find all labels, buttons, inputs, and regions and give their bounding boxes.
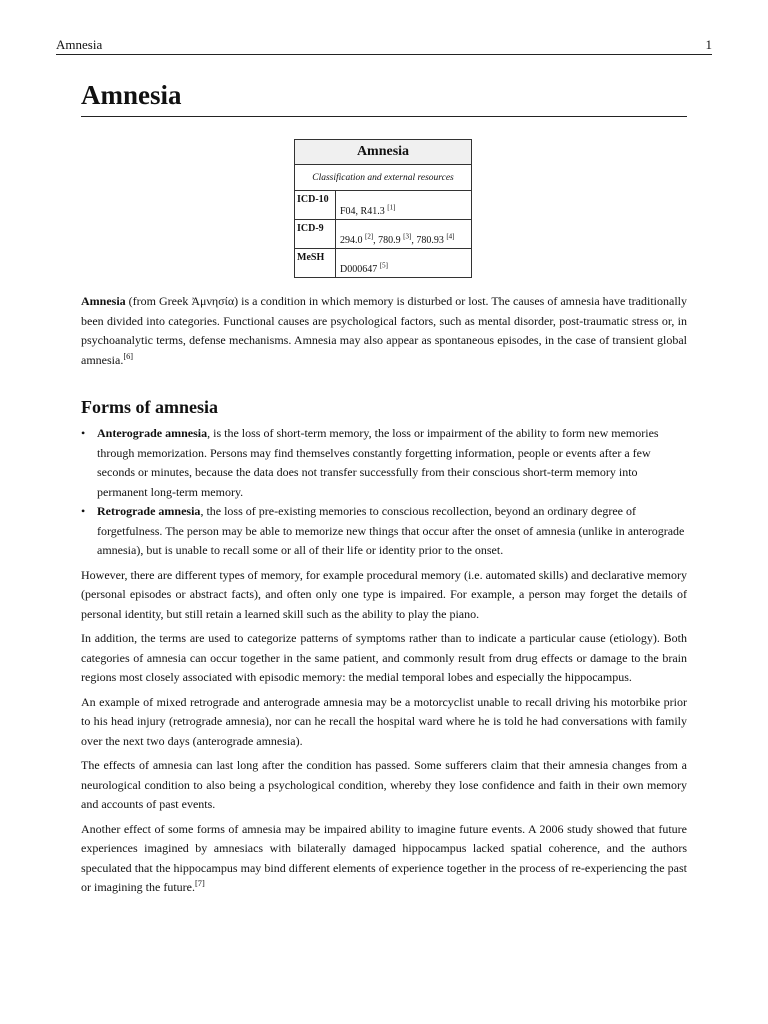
section-heading-forms: Forms of amnesia [81, 397, 218, 417]
infobox-subtitle: Classification and external resources [295, 165, 472, 191]
paragraph: The effects of amnesia can last long after the condition has passed. Some sufferers claim that their amnesia changes from a neurological condition to also being a psychological condition, whereby they lose confidence and faith in their own memory and accounts of past events. [81, 758, 687, 811]
list-item-text: , is the loss of short-term memory, the loss or impairment of the ability to form new memories through memorization. Persons may find themselves constantly forgetting information, people or events after a few seconds or minutes, because the data does not transfer successfully from their conscious short-term memory into permanent long-term memory. [97, 426, 659, 499]
citation-ref[interactable]: [5] [379, 261, 388, 270]
intro-paragraph [81, 292, 687, 370]
article-content [81, 78, 687, 898]
citation-ref[interactable]: [6] [123, 351, 134, 361]
intro-term: Amnesia [81, 294, 126, 308]
intro-text: (from Greek Ἀμνησία) is a condition in which memory is disturbed or lost. The causes of amnesia have traditionally been divided into categories. Functional causes are psychological factors, such as mental disorder, post-traumatic stress or, in psychoanalytic terms, defense mechanisms. Amnesia may also appear as spontaneous episodes, in the case of transient global amnesia. [81, 294, 687, 367]
infobox-key: MeSH [295, 249, 336, 278]
infobox-row-icd9 [295, 220, 472, 249]
list-item [81, 424, 687, 502]
article-title: Amnesia [81, 78, 687, 117]
list-item-term: Retrograde amnesia [97, 504, 201, 518]
list-item [81, 502, 687, 561]
icd9-code[interactable]: 294.0 [340, 235, 363, 246]
infobox-key: ICD-9 [295, 220, 336, 249]
paragraph: However, there are different types of memory, for example procedural memory (i.e. automated skills) and declarative memory (personal episodes or abstract facts), and often only one type is impaired. For example, a person may forget the details of personal identity, but still retain a learned skill such as the ability to play the piano. [81, 567, 687, 621]
paragraph [81, 820, 687, 898]
icd10-code[interactable]: F04, R41.3 [340, 206, 385, 217]
paragraph-text: Another effect of some forms of amnesia may be impaired ability to imagine future events. A 2006 study showed that future experiences imagined by amnesiacs with bilaterally damaged hippocampus lacked spatial coherence, and the authors speculated that the hippocampus may bind different elements of experience together in the process of re-experiencing the past or imagining the future. [81, 821, 687, 894]
icd9-code[interactable]: , 780.9 [373, 235, 401, 246]
citation-ref[interactable]: [4] [446, 232, 455, 241]
infobox [294, 139, 472, 278]
citation-ref[interactable]: [7] [194, 879, 205, 888]
bullet: • [81, 504, 86, 518]
infobox-key: ICD-10 [295, 191, 336, 220]
infobox-value [336, 220, 472, 249]
list-item-text: , the loss of pre-existing memories to conscious recollection, beyond an ordinary degree of forgetfulness. The person may be able to memorize new things that occur after the onset of amnesia (unlike in anterograde amnesia), but is unable to recall some or all of their life or identity prior to the onset. [97, 504, 685, 557]
infobox-value [336, 191, 472, 220]
page-header [56, 37, 712, 55]
paragraph: In addition, the terms are used to categorize patterns of symptoms rather than to indicate a particular cause (etiology). Both categories of amnesia can occur together in the same patient, and commonly result from drug effects or damage to the brain regions most closely associated with episodic memory: the medial temporal lobes and especially the hippocampus. [81, 631, 687, 684]
mesh-code[interactable]: D000647 [340, 264, 378, 275]
icd9-code[interactable]: , 780.93 [411, 235, 444, 246]
forms-list [81, 424, 687, 561]
citation-ref[interactable]: [1] [387, 203, 396, 212]
infobox-row-mesh [295, 249, 472, 278]
infobox-row-icd10 [295, 191, 472, 220]
running-title: Amnesia [56, 37, 103, 52]
infobox-title: Amnesia [295, 140, 472, 165]
list-item-term: Anterograde amnesia [97, 426, 208, 440]
citation-ref[interactable]: [2] [365, 232, 374, 241]
paragraph: An example of mixed retrograde and anterograde amnesia may be a motorcyclist unable to recall driving his motorbike prior to his head injury (retrograde amnesia), nor can he recall the hospital ward where he is told he had conversations with family over the next two days (anterograde amnesia). [81, 694, 687, 748]
infobox-value [336, 249, 472, 278]
page-number: 1 [705, 37, 712, 52]
citation-ref[interactable]: [3] [403, 232, 412, 241]
bullet: • [81, 426, 86, 440]
